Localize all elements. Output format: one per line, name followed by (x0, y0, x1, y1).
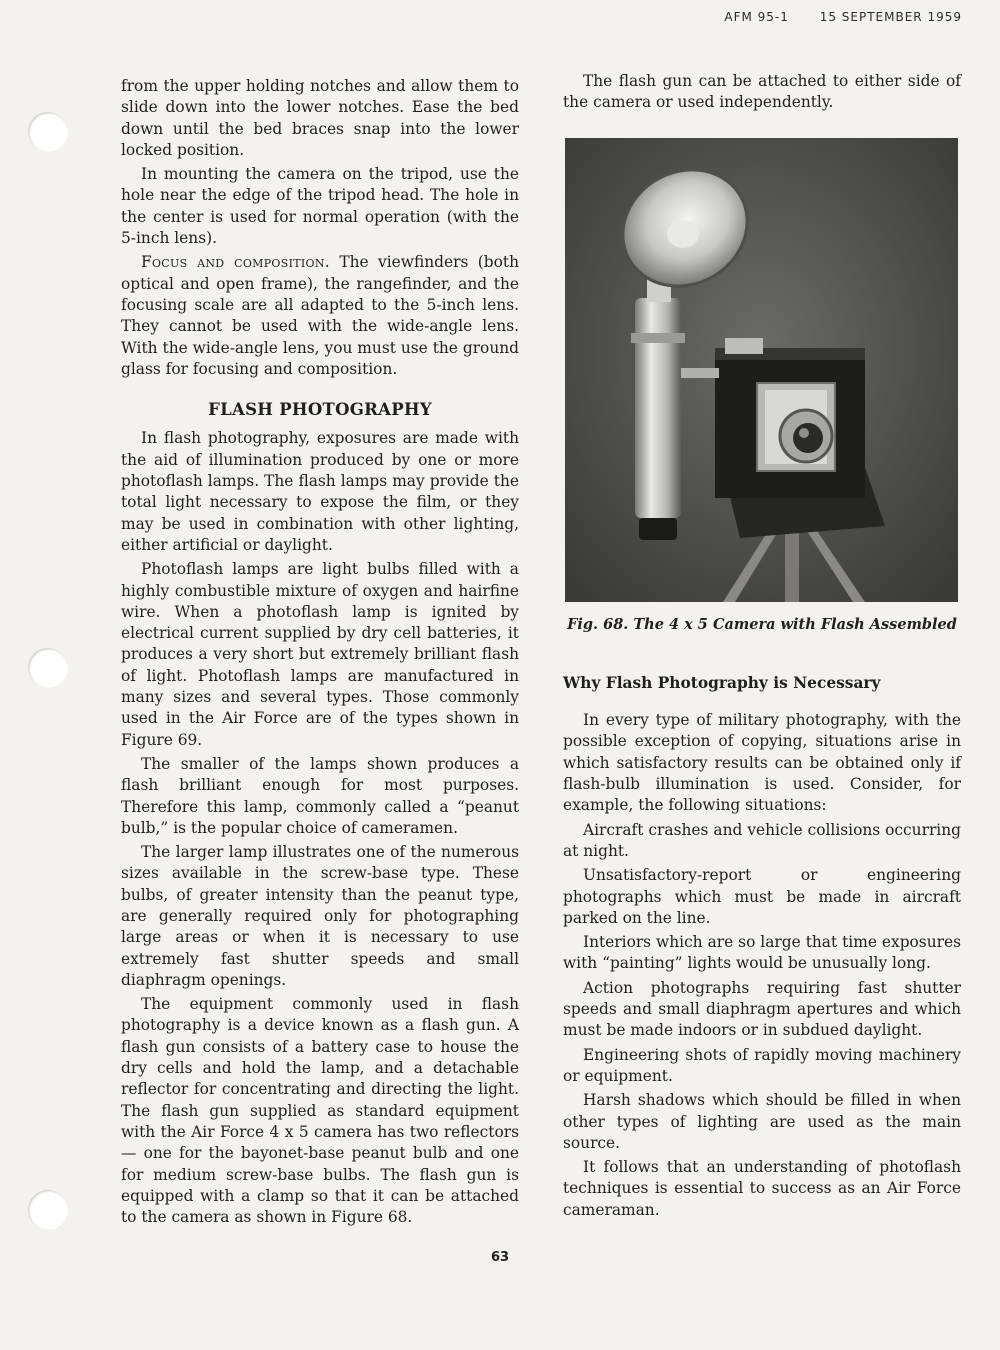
subsection-heading: Why Flash Photography is Necessary (563, 673, 881, 692)
paragraph: In flash photography, exposures are made with the aid of illumination produced by one or more photoflash lamps. The flash lamps may provide the total light necessary to expose the film, or they may be used in combination with other lighting, either artificial or daylight. (121, 429, 519, 554)
paragraph: Aircraft crashes and vehicle collisions occurring at night. (563, 820, 961, 860)
paragraph: The equipment commonly used in flash photography is a device known as a flash gun. A flash gun consists of a battery case to house the dry cells and hold the lamp, and a detachable reflector for concentrating and directing the light. The flash gun supplied as standard equipment with the Air Force 4 x 5 camera has two reflectors — one for the bayonet-base peanut bulb and one for medium screw-base bulbs. The flash gun is equipped with a clamp so that it can be attached to the camera as shown in Figure 68. (121, 995, 519, 1227)
paragraph: The flash gun can be attached to either side of the camera or used independently. (563, 72, 961, 112)
manual-number: AFM 95-1 (724, 10, 789, 24)
paragraph: Harsh shadows which should be filled in when other types of lighting are used as the main source. (563, 1091, 961, 1152)
paragraph: In every type of military photography, with the possible exception of copying, situations arise in which satisfactory results can be obtained only if flash-bulb illumination is used. Consider, for example, the following situations: (563, 711, 961, 815)
run-in-heading: Focus and composition. (141, 253, 330, 272)
page-header (698, 10, 962, 24)
paragraph: The larger lamp illustrates one of the numerous sizes available in the screw-base type. These bulbs, of greater intensity than the peanut type, are generally required only for photographing large areas or when it is necessary to use extremely fast shutter speeds and small diaphragm openings. (121, 843, 519, 989)
paragraph-body: The viewfinders (both optical and open frame), the rangefinder, and the focusing scale are all adapted to the 5-inch lens. They cannot be used with the wide-angle lens. With the wide-angle lens, you must use the ground glass for focusing and composition. (121, 253, 519, 378)
paragraph (121, 252, 519, 380)
figure-caption: Fig. 68. The 4 x 5 Camera with Flash Assembled (567, 615, 957, 633)
paragraph: The smaller of the lamps shown produces a flash brilliant enough for most purposes. Therefore this lamp, commonly called a “peanut bulb,” is the popular choice of cameramen. (121, 754, 519, 837)
section-title: FLASH PHOTOGRAPHY (208, 400, 432, 420)
left-column (121, 76, 519, 1228)
paragraph: Engineering shots of rapidly moving machinery or equipment. (563, 1045, 961, 1085)
paragraph: It follows that an understanding of photoflash techniques is essential to success as an Air Force cameraman. (563, 1158, 961, 1219)
camera-with-flash-illustration (565, 138, 958, 602)
paragraph: from the upper holding notches and allow them to slide down into the lower notches. Ease the bed down until the bed braces snap into the lower locked position. (121, 77, 519, 159)
paragraph: Photoflash lamps are light bulbs filled with a highly combustible mixture of oxygen and hairfine wire. When a photoflash lamp is ignited by electrical current supplied by dry cell batteries, it produces a very short but extremely brilliant flash of light. Photoflash lamps are manufactured in many sizes and several types. Those commonly used in the Air Force are of the types shown in Figure 69. (121, 560, 519, 749)
paragraph: Action photographs requiring fast shutter speeds and small diaphragm apertures and which must be made indoors or in subdued daylight. (563, 978, 961, 1040)
right-column (563, 71, 961, 1221)
paragraph: In mounting the camera on the tripod, use the hole near the edge of the tripod head. The hole in the center is used for normal operation (with the 5-inch lens). (121, 165, 519, 248)
figure-68-photo (565, 138, 958, 602)
paragraph: Interiors which are so large that time exposures with “painting” lights would be unusually long. (563, 933, 961, 973)
binder-hole-bottom (28, 1190, 68, 1230)
page-number: 63 (490, 1250, 510, 1265)
binder-hole-top (28, 112, 68, 152)
paragraph: Unsatisfactory-report or engineering photographs which must be made in aircraft parked on the line. (563, 866, 961, 927)
header-date: 15 SEPTEMBER 1959 (819, 10, 962, 24)
binder-hole-middle (28, 648, 68, 688)
